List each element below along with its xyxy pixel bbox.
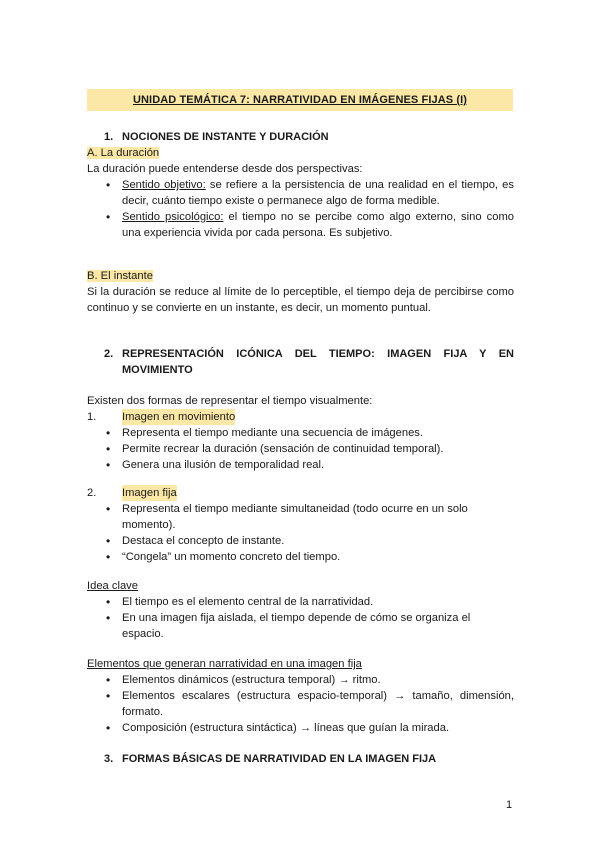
still-image-bullets [87, 501, 514, 565]
section-title: FORMAS BÁSICAS DE NARRATIVIDAD EN LA IMAGEN FIJA [122, 753, 437, 765]
item-number: 2. [87, 487, 97, 499]
list-item: • Elementos dinámicos (estructura temporal) → ritmo. [87, 672, 514, 688]
subsection-a-intro: La duración puede entenderse desde dos perspectivas: [87, 163, 363, 175]
list-item: • Elementos escalares (estructura espacio-temporal) → tamaño, dimensión, formato. [87, 688, 514, 720]
list-item: • Destaca el concepto de instante. [87, 533, 514, 549]
list-item [87, 485, 514, 501]
section-1-body [87, 145, 514, 241]
list-item: • “Congela” un momento concreto del tiempo. [87, 549, 514, 565]
section-number: 1. [104, 131, 114, 143]
list-item: • En una imagen fija aislada, el tiempo depende de cómo se organiza el espacio. [87, 610, 514, 642]
list-item [87, 177, 514, 209]
section-number: 2. [104, 348, 114, 360]
subsection-b [87, 268, 514, 316]
bullet-term: Sentido objetivo: [122, 179, 206, 191]
bullet-text: se refiere a la persistencia de una realidad en el tiempo, es decir, cuánto tiempo existe o permanece algo de forma medible. [122, 179, 514, 207]
item-number: 1. [87, 411, 97, 423]
section-2-body [87, 393, 514, 473]
subsection-a-label: A. La duración [87, 147, 160, 159]
page-title: UNIDAD TEMÁTICA 7: NARRATIVIDAD EN IMÁGENES FIJAS (I) [87, 89, 513, 111]
section-3-heading [104, 751, 436, 767]
bullet-term: Sentido psicológico: [122, 211, 224, 223]
subsection-b-label: B. El instante [87, 270, 153, 282]
idea-clave-bullets [87, 594, 514, 642]
list-item [87, 209, 514, 241]
section-2-intro: Existen dos formas de representar el tiempo visualmente: [87, 395, 373, 407]
elementos-label: Elementos que generan narratividad en una imagen fija [87, 658, 362, 670]
item-label: Imagen fija [122, 487, 177, 499]
elementos-bullets [87, 672, 514, 736]
list-item: • Genera una ilusión de temporalidad real. [87, 457, 514, 473]
bullet-text: el tiempo no se percibe como algo externo, sino como una experiencia vivida por cada persona. Es subjetivo. [122, 211, 514, 239]
section-number: 3. [104, 753, 114, 765]
list-item: • Representa el tiempo mediante una secuencia de imágenes. [87, 425, 514, 441]
section-2-heading [104, 346, 514, 378]
idea-clave-label: Idea clave [87, 580, 138, 592]
item-label: Imagen en movimiento [122, 411, 236, 423]
page-number: 1 [506, 799, 513, 811]
section-1-heading [104, 129, 329, 145]
duration-bullets [87, 177, 514, 241]
idea-clave-block [87, 578, 514, 642]
list-item: • Representa el tiempo mediante simultaneidad (todo ocurre en un solo momento). [87, 501, 514, 533]
list-item: • Permite recrear la duración (sensación de continuidad temporal). [87, 441, 514, 457]
elementos-block [87, 656, 514, 736]
section-title: NOCIONES DE INSTANTE Y DURACIÓN [122, 131, 329, 143]
section-title: REPRESENTACIÓN ICÓNICA DEL TIEMPO: IMAGEN FIJA Y EN MOVIMIENTO [122, 348, 514, 376]
moving-image-bullets [87, 425, 514, 473]
still-image-block [87, 485, 514, 565]
list-item: • Composición (estructura sintáctica) → líneas que guían la mirada. [87, 720, 514, 736]
list-item: • El tiempo es el elemento central de la narratividad. [87, 594, 514, 610]
subsection-b-text: Si la duración se reduce al límite de lo perceptible, el tiempo deja de percibirse como continuo y se convierte en un instante, es decir, un momento puntual. [87, 286, 514, 314]
list-item [87, 409, 514, 425]
